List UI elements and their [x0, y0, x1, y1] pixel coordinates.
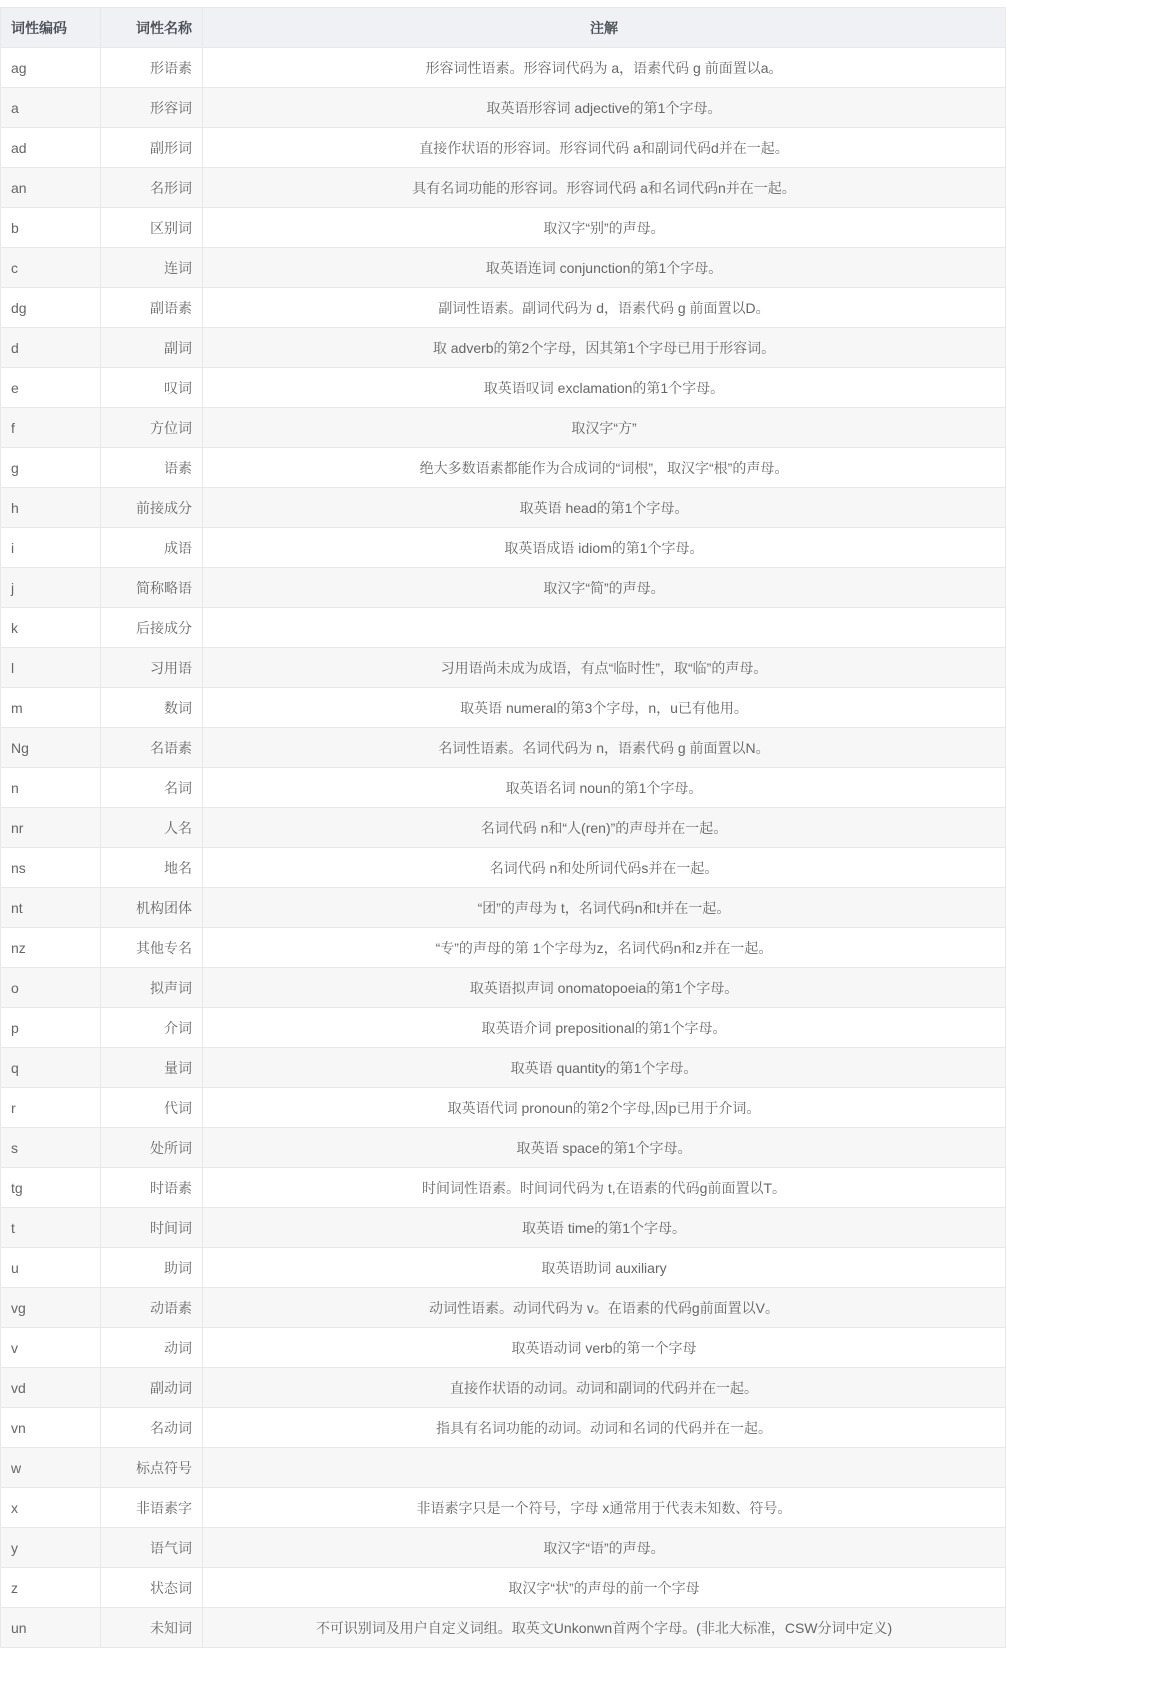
- pos-note-cell: 取英语拟声词 onomatopoeia的第1个字母。: [203, 968, 1006, 1008]
- pos-name-cell: 量词: [101, 1048, 203, 1088]
- table-row: [1, 1328, 1006, 1368]
- pos-name-cell: 时间词: [101, 1208, 203, 1248]
- pos-code-cell: s: [1, 1128, 101, 1168]
- table-row: [1, 1168, 1006, 1208]
- pos-name-cell: 数词: [101, 688, 203, 728]
- pos-name-cell: 标点符号: [101, 1448, 203, 1488]
- pos-name-cell: 处所词: [101, 1128, 203, 1168]
- pos-code-cell: ns: [1, 848, 101, 888]
- pos-note-cell: 非语素字只是一个符号，字母 x通常用于代表未知数、符号。: [203, 1488, 1006, 1528]
- pos-note-cell: 取英语连词 conjunction的第1个字母。: [203, 248, 1006, 288]
- table-row: [1, 488, 1006, 528]
- pos-code-cell: w: [1, 1448, 101, 1488]
- pos-name-cell: 连词: [101, 248, 203, 288]
- pos-note-cell: 取 adverb的第2个字母，因其第1个字母已用于形容词。: [203, 328, 1006, 368]
- table-row: [1, 1488, 1006, 1528]
- pos-name-cell: 习用语: [101, 648, 203, 688]
- pos-note-cell: 取汉字“简”的声母。: [203, 568, 1006, 608]
- pos-code-cell: x: [1, 1488, 101, 1528]
- pos-name-cell: 前接成分: [101, 488, 203, 528]
- pos-note-cell: 名词代码 n和“人(ren)”的声母并在一起。: [203, 808, 1006, 848]
- pos-note-cell: 取英语助词 auxiliary: [203, 1248, 1006, 1288]
- pos-name-cell: 未知词: [101, 1608, 203, 1648]
- pos-code-cell: nt: [1, 888, 101, 928]
- pos-name-cell: 动词: [101, 1328, 203, 1368]
- pos-note-cell: “团”的声母为 t，名词代码n和t并在一起。: [203, 888, 1006, 928]
- pos-note-cell: 名词性语素。名词代码为 n，语素代码 g 前面置以N。: [203, 728, 1006, 768]
- pos-note-cell: [203, 608, 1006, 648]
- pos-name-cell: 动语素: [101, 1288, 203, 1328]
- pos-name-cell: 副形词: [101, 128, 203, 168]
- pos-name-cell: 时语素: [101, 1168, 203, 1208]
- table-row: [1, 768, 1006, 808]
- pos-note-cell: 取英语动词 verb的第一个字母: [203, 1328, 1006, 1368]
- header-row: [1, 8, 1006, 48]
- pos-name-cell: 地名: [101, 848, 203, 888]
- pos-note-cell: 直接作状语的形容词。形容词代码 a和副词代码d并在一起。: [203, 128, 1006, 168]
- pos-note-cell: 取英语 numeral的第3个字母，n，u已有他用。: [203, 688, 1006, 728]
- table-row: [1, 1088, 1006, 1128]
- pos-note-cell: 取英语叹词 exclamation的第1个字母。: [203, 368, 1006, 408]
- pos-name-cell: 叹词: [101, 368, 203, 408]
- column-header-name: 词性名称: [101, 8, 203, 48]
- pos-name-cell: 名动词: [101, 1408, 203, 1448]
- table-row: [1, 448, 1006, 488]
- pos-name-cell: 副词: [101, 328, 203, 368]
- pos-code-cell: vd: [1, 1368, 101, 1408]
- pos-note-cell: 动词性语素。动词代码为 v。在语素的代码g前面置以V。: [203, 1288, 1006, 1328]
- pos-note-cell: 取英语成语 idiom的第1个字母。: [203, 528, 1006, 568]
- pos-note-cell: 习用语尚未成为成语，有点“临时性”，取“临”的声母。: [203, 648, 1006, 688]
- pos-code-cell: nr: [1, 808, 101, 848]
- pos-note-cell: 取英语 quantity的第1个字母。: [203, 1048, 1006, 1088]
- pos-code-cell: h: [1, 488, 101, 528]
- pos-name-cell: 形语素: [101, 48, 203, 88]
- table-row: [1, 1208, 1006, 1248]
- pos-name-cell: 名词: [101, 768, 203, 808]
- table-row: [1, 1008, 1006, 1048]
- pos-code-cell: Ng: [1, 728, 101, 768]
- pos-name-cell: 区别词: [101, 208, 203, 248]
- table-row: [1, 1528, 1006, 1568]
- pos-note-cell: 取英语 time的第1个字母。: [203, 1208, 1006, 1248]
- table-row: [1, 328, 1006, 368]
- pos-name-cell: 后接成分: [101, 608, 203, 648]
- pos-note-cell: 形容词性语素。形容词代码为 a，语素代码 g 前面置以a。: [203, 48, 1006, 88]
- pos-code-cell: g: [1, 448, 101, 488]
- pos-code-cell: ad: [1, 128, 101, 168]
- table-header: [1, 8, 1006, 48]
- pos-note-cell: “专”的声母的第 1个字母为z，名词代码n和z并在一起。: [203, 928, 1006, 968]
- table-row: [1, 648, 1006, 688]
- pos-code-cell: an: [1, 168, 101, 208]
- pos-name-cell: 状态词: [101, 1568, 203, 1608]
- table-row: [1, 568, 1006, 608]
- pos-code-cell: l: [1, 648, 101, 688]
- pos-note-cell: 取英语介词 prepositional的第1个字母。: [203, 1008, 1006, 1048]
- pos-note-cell: 具有名词功能的形容词。形容词代码 a和名词代码n并在一起。: [203, 168, 1006, 208]
- pos-code-cell: u: [1, 1248, 101, 1288]
- pos-code-cell: un: [1, 1608, 101, 1648]
- pos-name-cell: 成语: [101, 528, 203, 568]
- pos-note-cell: 取英语名词 noun的第1个字母。: [203, 768, 1006, 808]
- column-header-code: 词性编码: [1, 8, 101, 48]
- table-row: [1, 728, 1006, 768]
- table-row: [1, 1248, 1006, 1288]
- pos-name-cell: 副动词: [101, 1368, 203, 1408]
- pos-code-cell: a: [1, 88, 101, 128]
- pos-code-cell: o: [1, 968, 101, 1008]
- pos-name-cell: 人名: [101, 808, 203, 848]
- table-row: [1, 1448, 1006, 1488]
- pos-note-cell: 取汉字“语”的声母。: [203, 1528, 1006, 1568]
- pos-code-cell: nz: [1, 928, 101, 968]
- pos-code-cell: m: [1, 688, 101, 728]
- pos-code-cell: j: [1, 568, 101, 608]
- pos-code-cell: k: [1, 608, 101, 648]
- pos-note-cell: 直接作状语的动词。动词和副词的代码并在一起。: [203, 1368, 1006, 1408]
- pos-name-cell: 代词: [101, 1088, 203, 1128]
- pos-name-cell: 介词: [101, 1008, 203, 1048]
- pos-note-cell: 取英语 space的第1个字母。: [203, 1128, 1006, 1168]
- pos-code-cell: vg: [1, 1288, 101, 1328]
- pos-note-cell: 取英语形容词 adjective的第1个字母。: [203, 88, 1006, 128]
- pos-code-cell: i: [1, 528, 101, 568]
- table-row: [1, 808, 1006, 848]
- table-row: [1, 1568, 1006, 1608]
- pos-code-cell: v: [1, 1328, 101, 1368]
- pos-note-cell: [203, 1448, 1006, 1488]
- pos-code-cell: p: [1, 1008, 101, 1048]
- pos-code-cell: q: [1, 1048, 101, 1088]
- pos-name-cell: 拟声词: [101, 968, 203, 1008]
- pos-name-cell: 语素: [101, 448, 203, 488]
- pos-code-cell: y: [1, 1528, 101, 1568]
- pos-name-cell: 名语素: [101, 728, 203, 768]
- pos-name-cell: 机构团体: [101, 888, 203, 928]
- pos-code-cell: ag: [1, 48, 101, 88]
- pos-code-cell: e: [1, 368, 101, 408]
- table-row: [1, 888, 1006, 928]
- pos-code-cell: b: [1, 208, 101, 248]
- table-row: [1, 408, 1006, 448]
- pos-note-cell: 不可识别词及用户自定义词组。取英文Unkonwn首两个字母。(非北大标准，CSW分词中定义): [203, 1608, 1006, 1648]
- pos-code-cell: dg: [1, 288, 101, 328]
- pos-note-cell: 取汉字“方”: [203, 408, 1006, 448]
- table-row: [1, 248, 1006, 288]
- table-row: [1, 1288, 1006, 1328]
- table-row: [1, 128, 1006, 168]
- pos-note-cell: 取汉字“别”的声母。: [203, 208, 1006, 248]
- table-row: [1, 688, 1006, 728]
- table-row: [1, 608, 1006, 648]
- pos-code-cell: c: [1, 248, 101, 288]
- pos-note-cell: 取英语 head的第1个字母。: [203, 488, 1006, 528]
- pos-name-cell: 方位词: [101, 408, 203, 448]
- pos-tag-table: [0, 7, 1006, 1648]
- pos-code-cell: f: [1, 408, 101, 448]
- pos-name-cell: 非语素字: [101, 1488, 203, 1528]
- pos-note-cell: 名词代码 n和处所词代码s并在一起。: [203, 848, 1006, 888]
- pos-name-cell: 形容词: [101, 88, 203, 128]
- pos-code-cell: n: [1, 768, 101, 808]
- table-row: [1, 88, 1006, 128]
- table-row: [1, 528, 1006, 568]
- table-row: [1, 368, 1006, 408]
- pos-name-cell: 助词: [101, 1248, 203, 1288]
- pos-name-cell: 名形词: [101, 168, 203, 208]
- pos-code-cell: z: [1, 1568, 101, 1608]
- pos-note-cell: 取汉字“状”的声母的前一个字母: [203, 1568, 1006, 1608]
- table-body: [1, 48, 1006, 1648]
- pos-name-cell: 其他专名: [101, 928, 203, 968]
- table-row: [1, 288, 1006, 328]
- pos-note-cell: 取英语代词 pronoun的第2个字母,因p已用于介词。: [203, 1088, 1006, 1128]
- table-row: [1, 1368, 1006, 1408]
- pos-code-cell: t: [1, 1208, 101, 1248]
- table-row: [1, 1408, 1006, 1448]
- table-row: [1, 208, 1006, 248]
- pos-name-cell: 语气词: [101, 1528, 203, 1568]
- pos-code-cell: tg: [1, 1168, 101, 1208]
- pos-name-cell: 副语素: [101, 288, 203, 328]
- pos-note-cell: 绝大多数语素都能作为合成词的“词根”，取汉字“根”的声母。: [203, 448, 1006, 488]
- pos-code-cell: d: [1, 328, 101, 368]
- pos-note-cell: 副词性语素。副词代码为 d，语素代码 g 前面置以D。: [203, 288, 1006, 328]
- table-row: [1, 848, 1006, 888]
- table-row: [1, 1608, 1006, 1648]
- table-row: [1, 1048, 1006, 1088]
- table-row: [1, 48, 1006, 88]
- pos-code-cell: vn: [1, 1408, 101, 1448]
- pos-note-cell: 时间词性语素。时间词代码为 t,在语素的代码g前面置以T。: [203, 1168, 1006, 1208]
- table-row: [1, 1128, 1006, 1168]
- column-header-note: 注解: [203, 8, 1006, 48]
- table-row: [1, 168, 1006, 208]
- pos-name-cell: 简称略语: [101, 568, 203, 608]
- pos-code-cell: r: [1, 1088, 101, 1128]
- table-row: [1, 928, 1006, 968]
- table-row: [1, 968, 1006, 1008]
- pos-note-cell: 指具有名词功能的动词。动词和名词的代码并在一起。: [203, 1408, 1006, 1448]
